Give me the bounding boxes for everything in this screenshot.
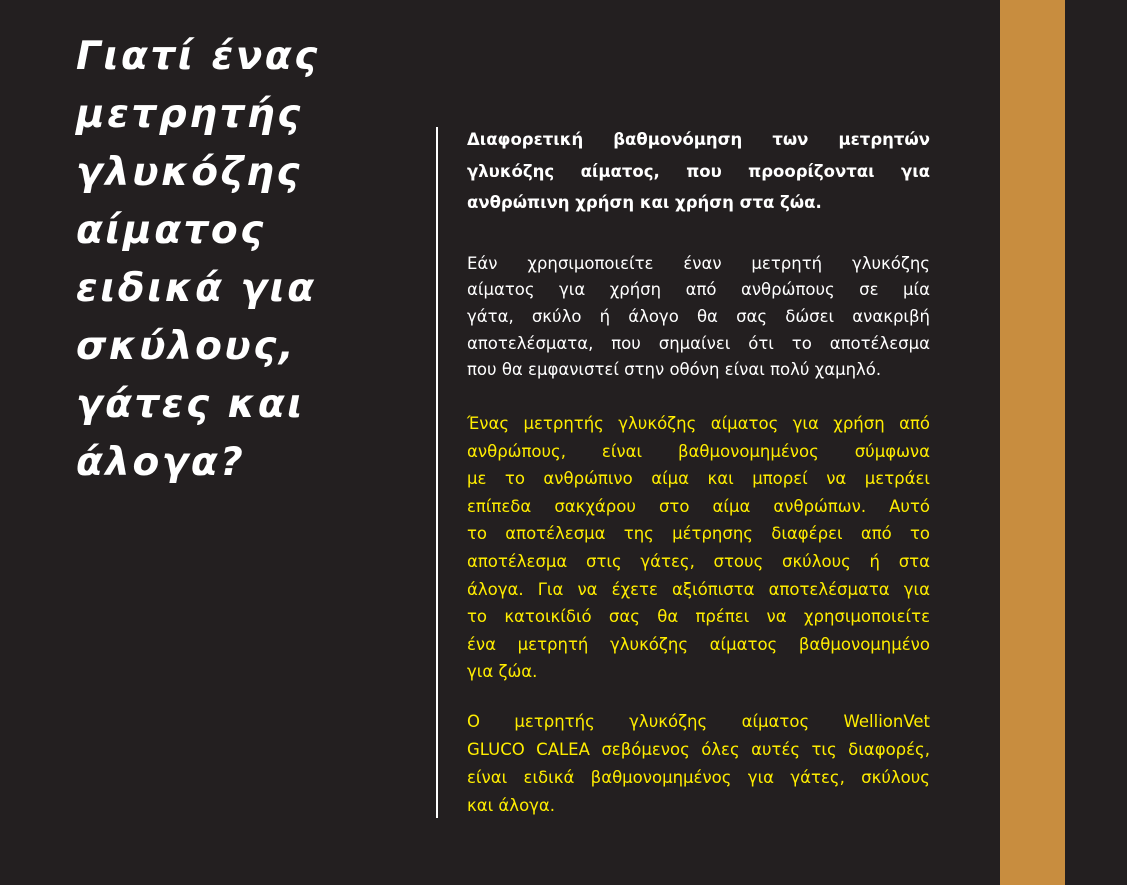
text-line: Διαφορετική βαθμονόμηση των μετρητών xyxy=(467,130,930,149)
text-line: αποτέλεσμα στις γάτες, στους σκύλους ή στα xyxy=(467,551,930,571)
text-line: GLUCO CALEA σεβόμενος όλες αυτές τις διαφορές, xyxy=(467,740,930,760)
title-line: μετρητής xyxy=(76,92,303,137)
page-title xyxy=(76,28,320,492)
text-line: άλογα. Για να έχετε αξιόπιστα αποτελέσματα για xyxy=(467,579,930,599)
title-line: ειδικά για xyxy=(76,266,317,311)
text-line: με το ανθρώπινο αίμα και μπορεί να μετράει xyxy=(467,469,930,489)
text-line: αίματος για χρήση από ανθρώπους σε μία xyxy=(467,280,930,300)
text-line: το κατοικίδιό σας θα πρέπει να χρησιμοποιείτε xyxy=(467,607,930,627)
text-line: επίπεδα σακχάρου στο αίμα ανθρώπων. Αυτό xyxy=(467,496,930,516)
section-heading xyxy=(467,124,930,219)
title-line: Γιατί ένας xyxy=(76,34,320,79)
title-line: άλογα? xyxy=(76,440,246,485)
text-line: γάτα, σκύλο ή άλογο θα σας δώσει ανακριβή xyxy=(467,306,930,326)
text-line: γλυκόζης αίματος, που προορίζονται για xyxy=(467,161,930,181)
text-line: Ένας μετρητής γλυκόζης αίματος για χρήση από xyxy=(467,413,930,433)
text-line: Ο μετρητής γλυκόζης αίματος WellionVet xyxy=(467,711,930,731)
text-line: αποτελέσματα, που σημαίνει ότι το αποτέλεσμα xyxy=(467,333,930,353)
divider-line xyxy=(436,127,438,818)
text-line: ανθρώπους, είναι βαθμονομημένος σύμφωνα xyxy=(467,441,930,461)
decorative-stripe xyxy=(1000,0,1065,885)
title-line: σκύλους, xyxy=(76,324,297,369)
text-line: ανθρώπινη χρήση και χρήση στα ζώα. xyxy=(467,193,822,212)
paragraph-intro xyxy=(467,251,930,384)
text-line: και άλογα. xyxy=(467,796,556,816)
text-line: που θα εμφανιστεί στην οθόνη είναι πολύ χαμηλό. xyxy=(467,360,882,380)
text-line: είναι ειδικά βαθμονομημένος για γάτες, σκύλους xyxy=(467,768,930,788)
title-line: γάτες και xyxy=(76,382,305,427)
paragraph-calibration xyxy=(467,410,930,686)
text-line: ένα μετρητή γλυκόζης αίματος βαθμονομημένο xyxy=(467,634,930,654)
text-line: για ζώα. xyxy=(467,662,538,682)
text-column xyxy=(467,124,930,821)
title-line: γλυκόζης xyxy=(76,150,303,195)
text-line: Εάν χρησιμοποιείτε έναν μετρητή γλυκόζης xyxy=(467,253,930,273)
paragraph-product xyxy=(467,708,930,821)
title-line: αίματος xyxy=(76,208,266,253)
text-line: το αποτέλεσμα της μέτρησης διαφέρει από το xyxy=(467,524,930,544)
